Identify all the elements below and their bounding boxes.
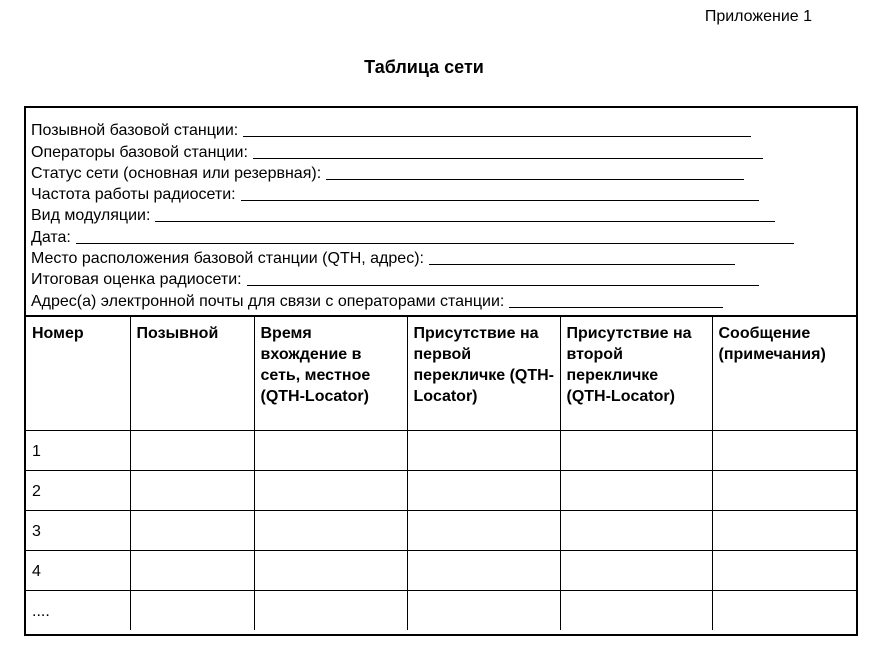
table-cell[interactable]	[712, 510, 856, 550]
table-row	[26, 430, 856, 470]
info-label: Операторы базовой станции:	[31, 143, 248, 161]
table-cell[interactable]	[407, 510, 560, 550]
row-number: 1	[26, 430, 130, 470]
participants-table	[26, 315, 856, 630]
table-cell[interactable]	[407, 430, 560, 470]
table-cell[interactable]	[407, 470, 560, 510]
table-cell[interactable]	[254, 510, 407, 550]
info-line-frequency	[31, 183, 856, 204]
info-label: Статус сети (основная или резервная):	[31, 164, 322, 182]
table-cell[interactable]	[407, 590, 560, 630]
table-cell[interactable]	[560, 590, 712, 630]
row-number: 4	[26, 550, 130, 590]
fill-in-blank[interactable]	[241, 200, 759, 201]
row-number: 3	[26, 510, 130, 550]
info-label: Частота работы радиосети:	[31, 186, 236, 204]
info-label: Дата:	[31, 228, 71, 246]
appendix-label: Приложение 1	[704, 8, 812, 25]
table-cell[interactable]	[130, 470, 254, 510]
info-block	[26, 108, 856, 317]
network-table-form	[24, 106, 858, 636]
info-line-assessment	[31, 268, 856, 289]
table-row	[26, 590, 856, 630]
table-cell[interactable]	[560, 470, 712, 510]
column-header-number: Номер	[26, 315, 130, 430]
fill-in-blank[interactable]	[509, 307, 723, 308]
info-label: Вид модуляции:	[31, 207, 151, 225]
table-cell[interactable]	[254, 590, 407, 630]
table-cell[interactable]	[712, 470, 856, 510]
table-cell[interactable]	[254, 550, 407, 590]
table-cell[interactable]	[130, 430, 254, 470]
table-cell[interactable]	[130, 510, 254, 550]
column-header-message: Сообщение (примечания)	[712, 315, 856, 430]
table-cell[interactable]	[254, 430, 407, 470]
fill-in-blank[interactable]	[243, 136, 751, 137]
fill-in-blank[interactable]	[429, 264, 735, 265]
info-line-callsign	[31, 119, 856, 140]
column-header-second-rollcall: Присутствие на второй перекличке (QTH-Locator)	[560, 315, 712, 430]
info-label: Адрес(а) электронной почты для связи с операторами станции:	[31, 292, 505, 310]
table-cell[interactable]	[712, 430, 856, 470]
info-line-operators	[31, 140, 856, 161]
table-row	[26, 550, 856, 590]
table-row	[26, 470, 856, 510]
info-label: Место расположения базовой станции (QTH, адрес):	[31, 250, 424, 268]
fill-in-blank[interactable]	[155, 221, 775, 222]
table-cell[interactable]	[130, 550, 254, 590]
table-header-row	[26, 315, 856, 430]
column-header-callsign: Позывной	[130, 315, 254, 430]
column-header-first-rollcall: Присутствие на первой перекличке (QTH-Locator)	[407, 315, 560, 430]
table-cell[interactable]	[254, 470, 407, 510]
row-number: ....	[26, 590, 130, 630]
info-line-modulation	[31, 204, 856, 225]
column-header-entry-time: Время вхождение в сеть, местное (QTH-Locator)	[254, 315, 407, 430]
table-cell[interactable]	[560, 510, 712, 550]
fill-in-blank[interactable]	[76, 243, 794, 244]
info-label: Итоговая оценка радиосети:	[31, 271, 242, 289]
fill-in-blank[interactable]	[326, 179, 744, 180]
table-cell[interactable]	[130, 590, 254, 630]
info-line-status	[31, 162, 856, 183]
row-number: 2	[26, 470, 130, 510]
table-cell[interactable]	[560, 550, 712, 590]
table-row	[26, 510, 856, 550]
info-line-email	[31, 289, 856, 310]
page-title: Таблица сети	[364, 57, 484, 77]
info-line-location	[31, 247, 856, 268]
table-cell[interactable]	[560, 430, 712, 470]
info-label: Позывной базовой станции:	[31, 122, 239, 140]
fill-in-blank[interactable]	[253, 158, 763, 159]
table-cell[interactable]	[712, 590, 856, 630]
info-line-date	[31, 225, 856, 246]
table-cell[interactable]	[712, 550, 856, 590]
fill-in-blank[interactable]	[247, 285, 759, 286]
table-cell[interactable]	[407, 550, 560, 590]
